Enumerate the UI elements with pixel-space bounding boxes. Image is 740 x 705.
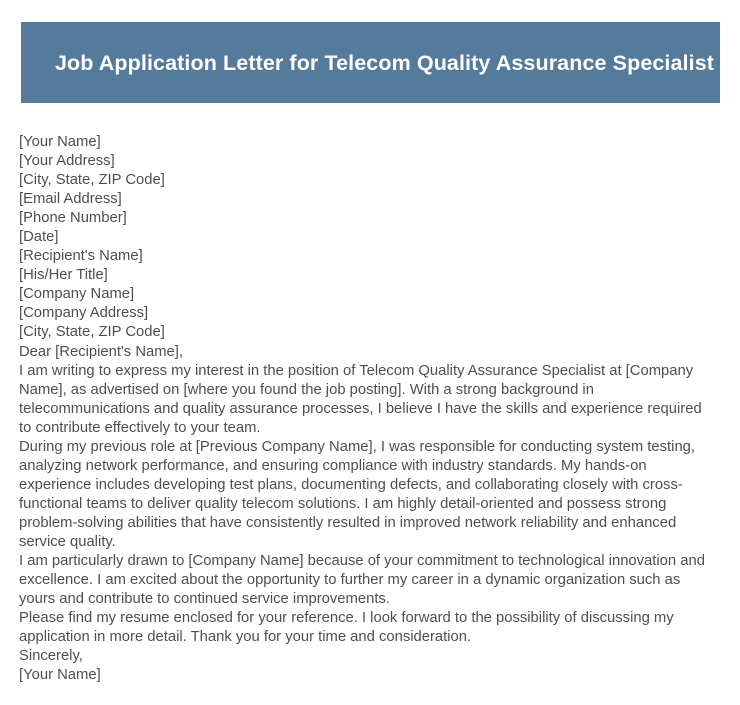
letter-line-paragraph-3: I am particularly drawn to [Company Name] because of your commitment to technological innovation and excellence. I am excited about the opportunity to further my career in a dynamic organization such as yours and contribute to continued service improvements. — [19, 553, 705, 608]
letter-line-company-address: [Company Address] — [19, 305, 149, 322]
letter-content — [19, 133, 713, 685]
letter-line-phone-number: [Phone Number] — [19, 210, 127, 227]
letter-line-your-address: [Your Address] — [19, 153, 115, 170]
letter-line-paragraph-2: During my previous role at [Previous Company Name], I was responsible for conducting system testing, analyzing network performance, and ensuring compliance with industry standards. My hands-on experience includes developing test plans, documenting defects, and collaborating closely with cross-functional teams to deliver quality telecom solutions. I am highly detail-oriented and possess strong problem-solving abilities that have consistently resulted in improved network reliability and enhanced service quality. — [19, 438, 696, 550]
letter-line-your-name: [Your Name] — [19, 134, 101, 150]
letter-line-signature-name: [Your Name] — [19, 667, 101, 684]
letter-line-company-name: [Company Name] — [19, 286, 135, 303]
letter-line-recipient-name: [Recipient's Name] — [19, 248, 143, 265]
letter-line-city-state-zip: [City, State, ZIP Code] — [19, 172, 165, 189]
letter-line-closing: Sincerely, — [19, 648, 83, 665]
letter-line-date: [Date] — [19, 229, 59, 246]
letter-line-paragraph-1: I am writing to express my interest in the position of Telecom Quality Assurance Specialist at [Company Name], as advertised on [where you found the job posting]. With a strong background in telecommunications and quality assurance processes, I believe I have the skills and experience required to contribute effectively to your team. — [19, 362, 702, 436]
letter-header-banner — [21, 22, 720, 103]
letter-line-email-address: [Email Address] — [19, 191, 122, 208]
page-title: Job Application Letter for Telecom Quality Assurance Specialist — [55, 50, 715, 75]
letter-line-recipient-title: [His/Her Title] — [19, 267, 108, 284]
letter-line-company-city-state-zip: [City, State, ZIP Code] — [19, 324, 165, 341]
letter-line-salutation: Dear [Recipient's Name], — [19, 343, 184, 360]
letter-line-paragraph-4: Please find my resume enclosed for your reference. I look forward to the possibility of discussing my application in more detail. Thank you for your time and consideration. — [19, 610, 674, 646]
